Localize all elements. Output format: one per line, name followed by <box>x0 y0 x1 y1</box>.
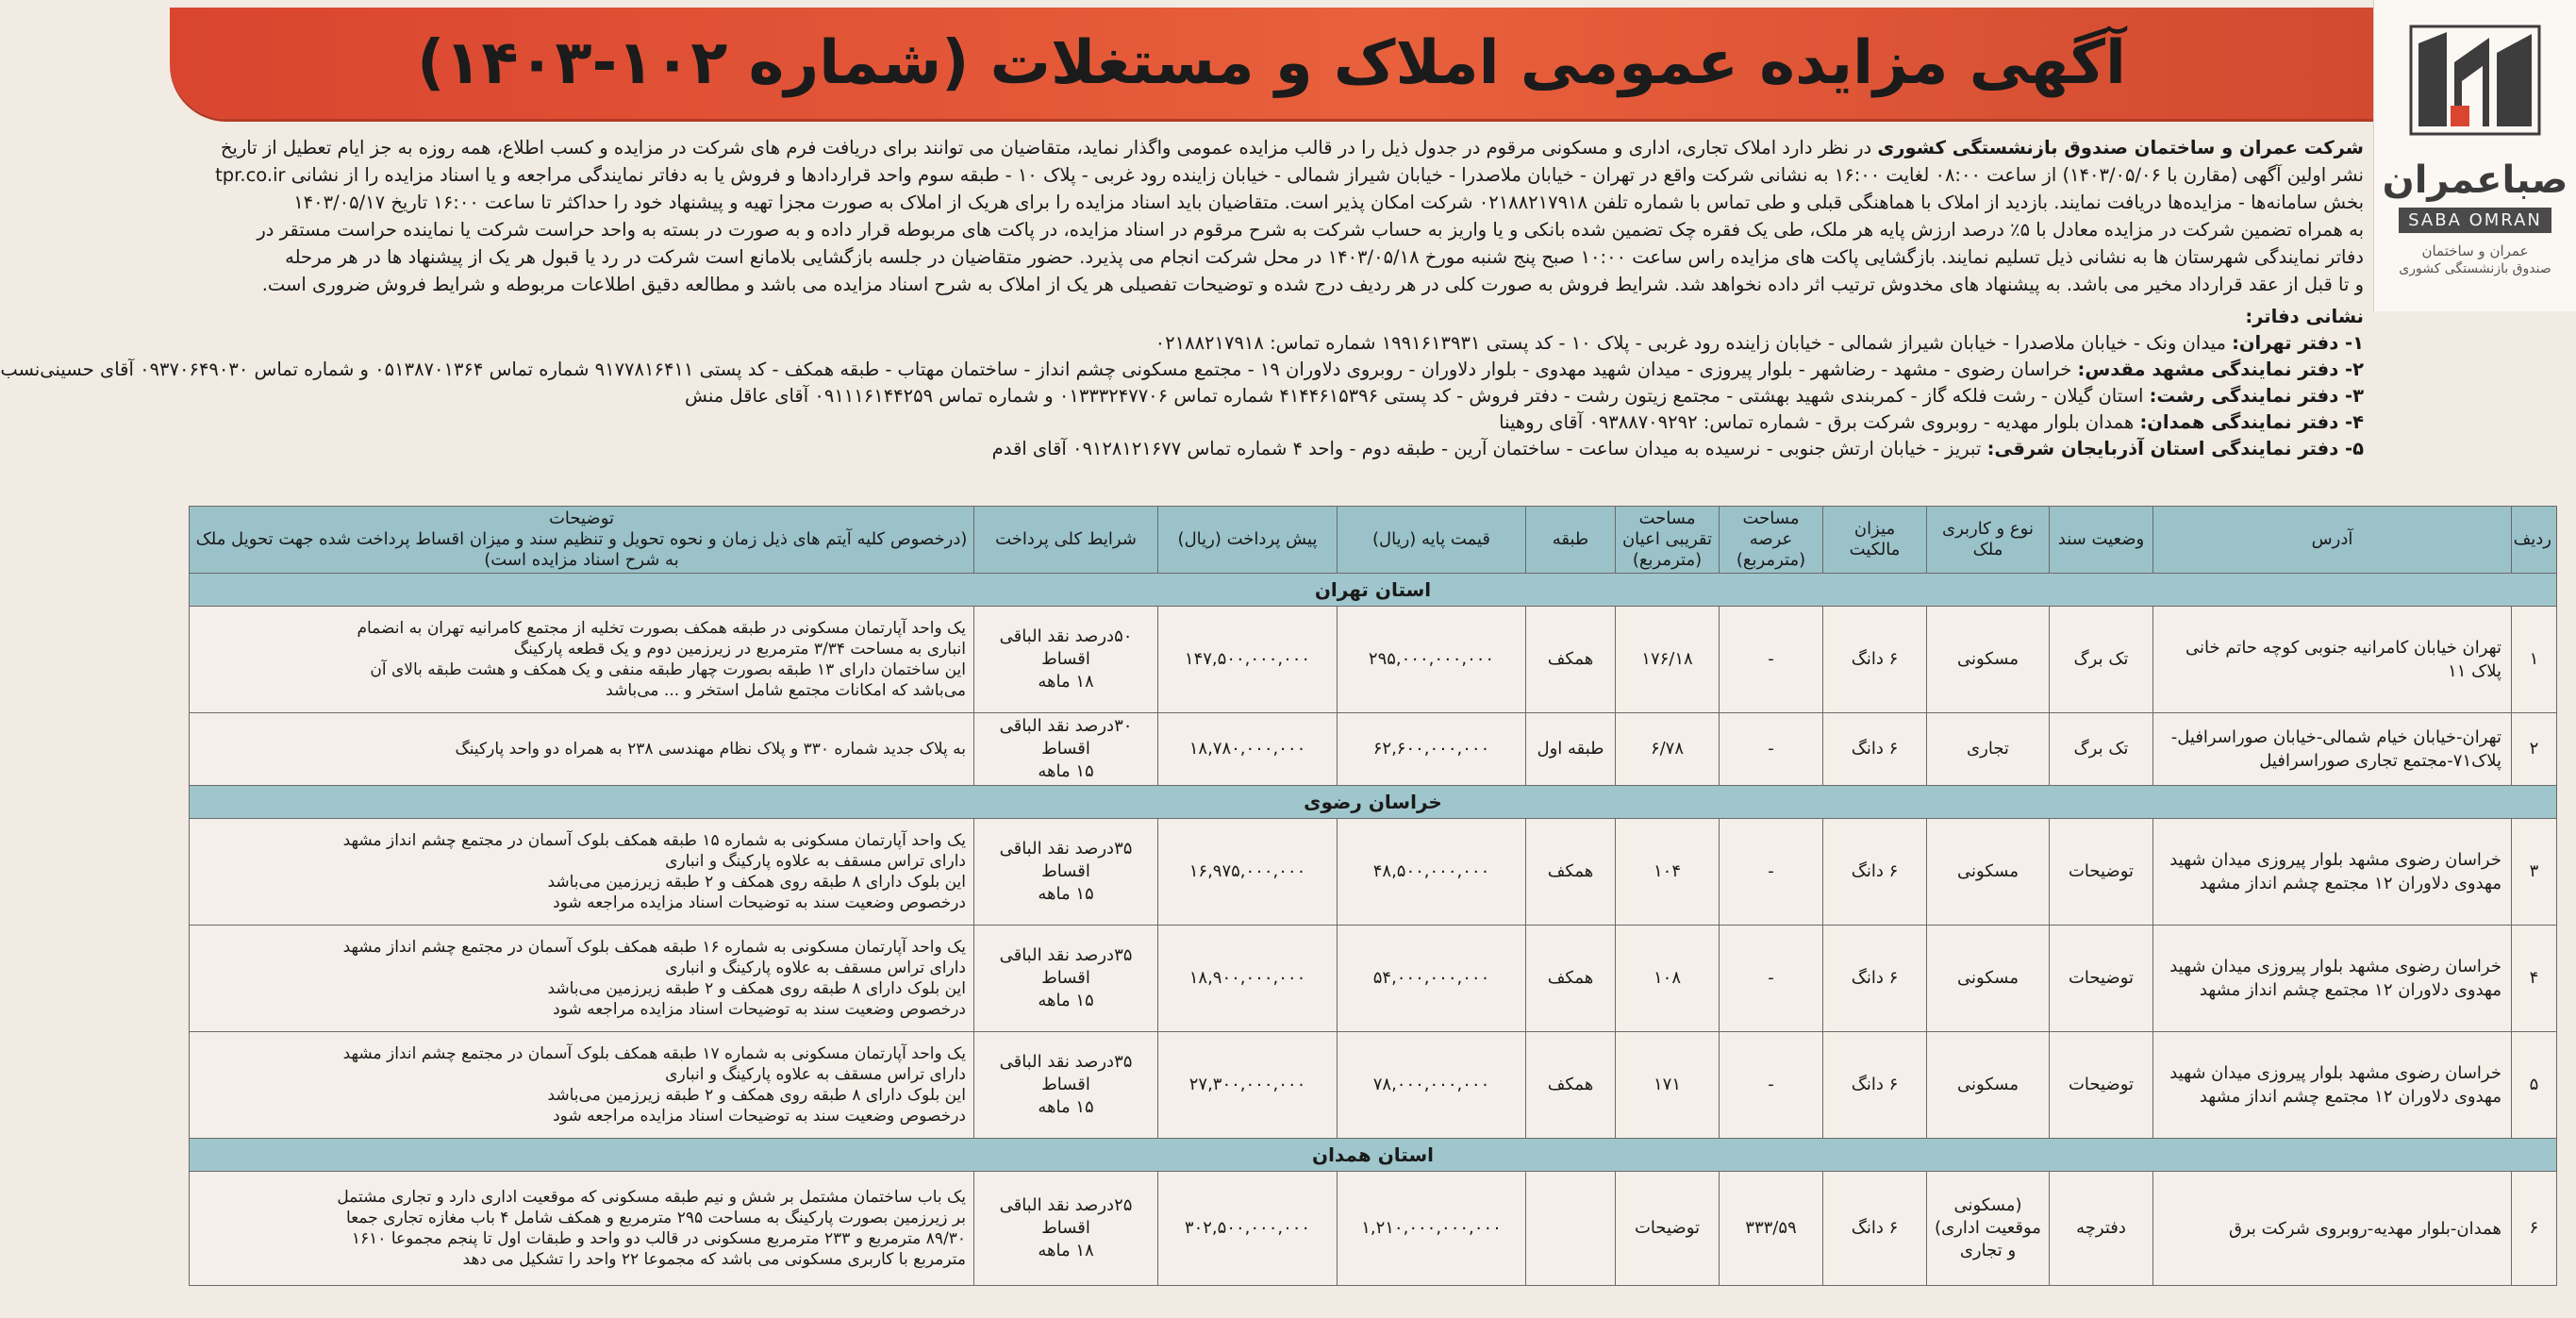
prepayment-cell: ۱۶,۹۷۵,۰۰۰,۰۰۰ <box>1158 819 1338 926</box>
notes-cell <box>190 713 974 786</box>
notes-cell <box>190 607 974 713</box>
page-title: آگهی مزایده عمومی املاک و مستغلات (شماره ۱۰۲-۱۴۰۳) <box>417 28 2126 98</box>
floor-cell <box>1526 1172 1616 1286</box>
notes-cell <box>190 926 974 1032</box>
addresses-title: نشانی دفاتر: <box>2245 306 2364 327</box>
doc-status-cell: توضیحات <box>2050 1032 2153 1139</box>
prepayment-cell: ۲۷,۳۰۰,۰۰۰,۰۰۰ <box>1158 1032 1338 1139</box>
payment-terms-line: ۳۵درصد نقد الباقی اقساط <box>999 945 1133 988</box>
floor-cell: همکف <box>1526 1032 1616 1139</box>
property-type-cell: مسکونی <box>1927 926 2050 1032</box>
address-item <box>194 383 2364 409</box>
floor-cell: همکف <box>1526 607 1616 713</box>
address-cell: خراسان رضوی مشهد بلوار پیروزی میدان شهید مهدوی دلاوران ۱۲ مجتمع چشم انداز مشهد <box>2153 819 2512 926</box>
payment-terms-cell <box>974 1172 1158 1286</box>
table-row <box>190 607 2557 713</box>
payment-terms-line: ۲۵درصد نقد الباقی اقساط <box>999 1195 1133 1238</box>
intro-text-4: به همراه تضمین شرکت در مزایده معادل با ۵٪ درصد ارزش پایه هر ملک، طی یک فقره چک تضمین شده بانکی و یا واریز به حساب شرکت به شرح مرقوم در اسناد مزایده، در پاکت های مربوطه قرار داده و به صورت در بسته به واحد حراست شرکت یا نماینده حراست مستقر در <box>257 219 2364 241</box>
building-area-cell: ۱۰۸ <box>1616 926 1720 1032</box>
base-price-cell: ۴۸,۵۰۰,۰۰۰,۰۰۰ <box>1338 819 1526 926</box>
table-row <box>190 819 2557 926</box>
property-type-cell: (مسکونی موقعیت اداری) و تجاری <box>1927 1172 2050 1286</box>
row-number: ۶ <box>2512 1172 2557 1286</box>
payment-terms-cell <box>974 713 1158 786</box>
intro-text-5: دفاتر نمایندگی شهرستان ها به نشانی ذیل تسلیم نمایند. بازگشایی پاکت های مزایده راس ساعت ۱۰:۰۰ صبح پنج شنبه مورخ ۱۴۰۳/۰۵/۱۸ در محل شرکت انجام می پذیرد. حضور متقاضیان در جلسه بازگشایی بلامانع است شرکت در رد یا قبول هر یک از پیشنهاد ها در هر مرحله <box>285 246 2364 268</box>
base-price-cell: ۶۲,۶۰۰,۰۰۰,۰۰۰ <box>1338 713 1526 786</box>
logo-subtitle-1: عمران و ساختمان <box>2421 242 2529 259</box>
notes-cell <box>190 1032 974 1139</box>
region-row <box>190 1139 2557 1172</box>
prepayment-cell: ۱۸,۹۰۰,۰۰۰,۰۰۰ <box>1158 926 1338 1032</box>
logo-mark-icon <box>2409 25 2541 136</box>
title-banner <box>170 8 2373 119</box>
payment-terms-line: ۳۰درصد نقد الباقی اقساط <box>999 716 1133 759</box>
address-label: ۱- دفتر تهران: <box>2232 332 2364 354</box>
header-prepayment: پیش پرداخت (ریال) <box>1158 507 1338 574</box>
header-doc-status: وضعیت سند <box>2050 507 2153 574</box>
payment-terms-line: ۱۸ ماهه <box>1038 1241 1094 1260</box>
address-cell: خراسان رضوی مشهد بلوار پیروزی میدان شهید مهدوی دلاوران ۱۲ مجتمع چشم انداز مشهد <box>2153 1032 2512 1139</box>
doc-status-cell: تک برگ <box>2050 607 2153 713</box>
header-ownership: میزان مالکیت <box>1823 507 1927 574</box>
notes-line: این ساختمان دارای ۱۳ طبقه بصورت چهار طبقه منفی و یک همکف و هشت طبقه بالای آن <box>370 660 966 679</box>
notes-cell <box>190 819 974 926</box>
table-body <box>190 574 2557 1286</box>
notes-line: به پلاک جدید شماره ۳۳۰ و پلاک نظام مهندسی ۲۳۸ به همراه دو واحد پارکینگ <box>455 740 966 759</box>
address-item <box>0 357 2364 383</box>
notes-line: دارای تراس مسقف به علاوه پارکینگ و انباری <box>665 959 966 977</box>
land-area-cell: - <box>1720 819 1823 926</box>
payment-terms-line: ۱۵ ماهه <box>1038 884 1094 904</box>
address-item <box>194 330 2364 357</box>
intro-lead: شرکت عمران و ساختمان صندوق بازنشستگی کشوری <box>1877 137 2364 158</box>
notes-cell <box>190 1172 974 1286</box>
address-text: استان گیلان - رشت فلکه گاز - کمربندی شهید بهشتی - مجتمع زیتون رشت - دفتر فروش - کد پستی ۴۱۴۴۶۱۵۳۹۶ شماره تماس ۰۱۳۳۳۲۴۷۷۰۶ و شماره تماس ۰۹۱۱۱۶۱۴۴۲۵۹ آقای عاقل منش <box>684 385 2144 407</box>
payment-terms-cell <box>974 607 1158 713</box>
notes-line: انباری به مساحت ۳/۳۴ مترمربع در زیرزمین دوم و یک قطعه پارکینگ <box>513 640 966 659</box>
notes-line: یک باب ساختمان مشتمل بر شش و نیم طبقه مسکونی که موقعیت اداری دارد و تجاری مشتمل <box>337 1188 966 1207</box>
building-area-cell: ۱۷۱ <box>1616 1032 1720 1139</box>
payment-terms-line: ۱۵ ماهه <box>1038 761 1094 781</box>
header-payment-terms: شرایط کلی پرداخت <box>974 507 1158 574</box>
doc-status-cell: توضیحات <box>2050 926 2153 1032</box>
header-notes-title: توضیحات <box>548 509 615 528</box>
property-type-cell: تجاری <box>1927 713 2050 786</box>
payment-terms-line: ۱۵ ماهه <box>1038 1097 1094 1117</box>
header-building-area: مساحت تقریبی اعیان (مترمربع) <box>1616 507 1720 574</box>
table-header-row <box>190 507 2557 574</box>
intro-text-1: در نظر دارد املاک تجاری، اداری و مسکونی مرقوم در جدول ذیل را در قالب مزایده عمومی واگذار نماید، متقاضیان می توانند برای دریافت فرم های شرکت در مزایده و کسب اطلاع، همه روزه به جز ایام تعطیل از تاریخ <box>220 137 1872 158</box>
notes-line: دارای تراس مسقف به علاوه پارکینگ و انباری <box>665 1065 966 1084</box>
auction-table <box>189 506 2557 1286</box>
ownership-cell: ۶ دانگ <box>1823 1032 1927 1139</box>
intro-text-3: بخش سامانه‌ها - مزایده‌ها دریافت نمایند. بازدید از املاک با هماهنگی قبلی و طی تماس با شماره تلفن ۰۲۱۸۸۲۱۷۹۱۸ شرکت امکان پذیر است. متقاضیان باید اسناد مزایده را برای هریک از املاک به صورت مجزا تهیه و پیشنهاد خود را حداکثر تا ساعت ۱۶:۰۰ تاریخ ۱۴۰۳/۰۵/۱۷ <box>293 192 2364 213</box>
address-label: ۴- دفتر نمایندگی همدان: <box>2139 411 2364 433</box>
row-number: ۱ <box>2512 607 2557 713</box>
address-label: ۳- دفتر نمایندگی رشت: <box>2149 385 2364 407</box>
ownership-cell: ۶ دانگ <box>1823 713 1927 786</box>
notes-line: می‌باشد که امکانات مجتمع شامل استخر و ... می‌باشد <box>606 681 966 700</box>
logo-subtitle-2: صندوق بازنشستگی کشوری <box>2399 261 2551 276</box>
notes-line: این بلوک دارای ۸ طبقه روی همکف و ۲ طبقه زیرزمین می‌باشد <box>547 1086 966 1105</box>
property-type-cell: مسکونی <box>1927 1032 2050 1139</box>
notes-line: این بلوک دارای ۸ طبقه روی همکف و ۲ طبقه زیرزمین می‌باشد <box>547 873 966 892</box>
base-price-cell: ۷۸,۰۰۰,۰۰۰,۰۰۰ <box>1338 1032 1526 1139</box>
address-cell: تهران خیابان کامرانیه جنوبی کوچه حاتم خانی پلاک ۱۱ <box>2153 607 2512 713</box>
address-text: خراسان رضوی - مشهد - رضاشهر - بلوار پیروزی - میدان شهید مهدوی - بلوار دلاوران - روبروی دلاوران ۱۹ - مجتمع مسکونی چشم انداز - ساختمان مهتاب - طبقه همکف - کد پستی ۹۱۷۷۸۱۶۴۱۱ شماره تماس ۰۵۱۳۸۷۰۱۳۶۴ و شماره تماس ۰۹۳۷۰۶۴۹۰۳۰ آقای حسینی‌نسب <box>0 359 2072 380</box>
company-logo <box>2373 0 2576 311</box>
notes-line: ۸۹/۳۰ مترمربع و ۲۳۳ مترمربع مسکونی در قالب دو واحد و طبقات اول تا پنجم مجموعا ۱۶۱۰ <box>351 1229 966 1248</box>
prepayment-cell: ۱۴۷,۵۰۰,۰۰۰,۰۰۰ <box>1158 607 1338 713</box>
table-row <box>190 926 2557 1032</box>
prepayment-cell: ۳۰۲,۵۰۰,۰۰۰,۰۰۰ <box>1158 1172 1338 1286</box>
address-text: همدان بلوار مهدیه - روبروی شرکت برق - شماره تماس: ۰۹۳۸۸۷۰۹۲۹۲ آقای روهینا <box>1499 411 2135 433</box>
header-row-number: ردیف <box>2512 507 2557 574</box>
table-row <box>190 1172 2557 1286</box>
notes-line: یک واحد آپارتمان مسکونی به شماره ۱۶ طبقه همکف بلوک آسمان در مجتمع چشم انداز مشهد <box>342 938 966 957</box>
building-area-cell: ۶/۷۸ <box>1616 713 1720 786</box>
base-price-cell: ۱,۲۱۰,۰۰۰,۰۰۰,۰۰۰ <box>1338 1172 1526 1286</box>
region-title: استان تهران <box>190 574 2557 607</box>
header-notes-subtitle: (درخصوص کلیه آیتم های ذیل زمان و نحوه تحویل و تنظیم سند و میزان اقساط پرداخت شده جهت تحویل ملک به شرح اسناد مزایده است) <box>195 529 968 570</box>
land-area-cell: - <box>1720 926 1823 1032</box>
floor-cell: همکف <box>1526 819 1616 926</box>
notes-line: یک واحد آپارتمان مسکونی در طبقه همکف بصورت تخلیه از مجتمع کامرانیه تهران به انضمام <box>357 619 966 638</box>
row-number: ۲ <box>2512 713 2557 786</box>
payment-terms-line: ۳۵درصد نقد الباقی اقساط <box>999 839 1133 881</box>
notes-line: درخصوص وضعیت سند به توضیحات اسناد مزایده مراجعه شود <box>553 1107 966 1126</box>
row-number: ۳ <box>2512 819 2557 926</box>
address-cell: همدان-بلوار مهدیه-روبروی شرکت برق <box>2153 1172 2512 1286</box>
notes-line: درخصوص وضعیت سند به توضیحات اسناد مزایده مراجعه شود <box>553 1000 966 1019</box>
intro-paragraph <box>194 134 2364 298</box>
prepayment-cell: ۱۸,۷۸۰,۰۰۰,۰۰۰ <box>1158 713 1338 786</box>
region-row <box>190 786 2557 819</box>
notes-line: مترمربع با کاربری مسکونی می باشد که مجموعا ۲۲ واحد را تشکیل می دهد <box>462 1250 966 1269</box>
notes-line: یک واحد آپارتمان مسکونی به شماره ۱۵ طبقه همکف بلوک آسمان در مجتمع چشم انداز مشهد <box>342 831 966 850</box>
address-cell: تهران-خیابان خیام شمالی-خیابان صوراسرافیل-پلاک۷۱-مجتمع تجاری صوراسرافیل <box>2153 713 2512 786</box>
building-area-cell: ۱۷۶/۱۸ <box>1616 607 1720 713</box>
row-number: ۵ <box>2512 1032 2557 1139</box>
address-text: تبریز - خیابان ارتش جنوبی - نرسیده به میدان ساعت - ساختمان آرین - طبقه دوم - واحد ۴ شماره تماس ۰۹۱۲۸۱۲۱۶۷۷ آقای اقدم <box>991 438 1982 459</box>
header-land-area: مساحت عرصه (مترمربع) <box>1720 507 1823 574</box>
address-item <box>194 409 2364 436</box>
ownership-cell: ۶ دانگ <box>1823 1172 1927 1286</box>
header-base-price: قیمت پایه (ریال) <box>1338 507 1526 574</box>
property-type-cell: مسکونی <box>1927 819 2050 926</box>
payment-terms-line: ۱۸ ماهه <box>1038 672 1094 692</box>
table-row <box>190 1032 2557 1139</box>
doc-status-cell: دفترچه <box>2050 1172 2153 1286</box>
building-area-cell: ۱۰۴ <box>1616 819 1720 926</box>
base-price-cell: ۲۹۵,۰۰۰,۰۰۰,۰۰۰ <box>1338 607 1526 713</box>
notes-line: یک واحد آپارتمان مسکونی به شماره ۱۷ طبقه همکف بلوک آسمان در مجتمع چشم انداز مشهد <box>342 1044 966 1063</box>
logo-text-fa: صباعمران <box>2382 158 2568 202</box>
land-area-cell: - <box>1720 713 1823 786</box>
intro-text-2: نشر اولین آگهی (مقارن با ۱۴۰۳/۰۵/۰۶) از ساعت ۰۸:۰۰ لغایت ۱۶:۰۰ به نشانی شرکت واقع در تهران - خیابان ملاصدرا - خیابان شیراز شمالی - خیابان زاینده رود غربی - پلاک ۱۰ - طبقه سوم واحد قراردادها و فروش یا به دفاتر نمایندگی مراجعه و یا اسناد مزایده را از نشانی tpr.co.ir <box>215 164 2364 186</box>
header-floor: طبقه <box>1526 507 1616 574</box>
region-title: خراسان رضوی <box>190 786 2557 819</box>
logo-text-en: SABA OMRAN <box>2399 208 2551 233</box>
header-notes <box>190 507 974 574</box>
notes-line: درخصوص وضعیت سند به توضیحات اسناد مزایده مراجعه شود <box>553 893 966 912</box>
floor-cell: طبقه اول <box>1526 713 1616 786</box>
auction-table-wrap <box>189 506 2557 1286</box>
notes-line: این بلوک دارای ۸ طبقه روی همکف و ۲ طبقه زیرزمین می‌باشد <box>547 979 966 998</box>
floor-cell: همکف <box>1526 926 1616 1032</box>
table-row <box>190 713 2557 786</box>
office-addresses <box>0 304 2364 462</box>
base-price-cell: ۵۴,۰۰۰,۰۰۰,۰۰۰ <box>1338 926 1526 1032</box>
address-item <box>194 436 2364 462</box>
intro-text-6: و تا قبل از عقد قرارداد مخیر می باشد. به پیشنهاد های مخدوش ترتیب اثر داده نخواهد شد. شرایط فروش به صورت کلی در هر ردیف درج شده و توضیحات تفصیلی هر یک از املاک به شرح اسناد مزایده می باشد و مطالعه دقیق اطلاعات مربوطه و شرایط فروش ضروری است. <box>261 274 2364 295</box>
header-property-type: نوع و کاربری ملک <box>1927 507 2050 574</box>
address-label: ۲- دفتر نمایندگی مشهد مقدس: <box>2077 359 2364 380</box>
payment-terms-line: ۱۵ ماهه <box>1038 991 1094 1010</box>
land-area-cell: - <box>1720 1032 1823 1139</box>
payment-terms-cell <box>974 926 1158 1032</box>
intro-line-1 <box>194 134 2364 161</box>
land-area-cell: ۳۳۳/۵۹ <box>1720 1172 1823 1286</box>
payment-terms-cell <box>974 1032 1158 1139</box>
payment-terms-line: ۳۵درصد نقد الباقی اقساط <box>999 1052 1133 1094</box>
ownership-cell: ۶ دانگ <box>1823 926 1927 1032</box>
land-area-cell: - <box>1720 607 1823 713</box>
row-number: ۴ <box>2512 926 2557 1032</box>
property-type-cell: مسکونی <box>1927 607 2050 713</box>
address-text: میدان ونک - خیابان ملاصدرا - خیابان شیراز شمالی - خیابان زاینده رود غربی - پلاک ۱۰ - کد پستی ۱۹۹۱۶۱۳۹۳۱ شماره تماس: ۰۲۱۸۸۲۱۷۹۱۸ <box>1155 332 2226 354</box>
address-cell: خراسان رضوی مشهد بلوار پیروزی میدان شهید مهدوی دلاوران ۱۲ مجتمع چشم انداز مشهد <box>2153 926 2512 1032</box>
ownership-cell: ۶ دانگ <box>1823 607 1927 713</box>
payment-terms-line: ۵۰درصد نقد الباقی اقساط <box>999 626 1133 669</box>
region-row <box>190 574 2557 607</box>
doc-status-cell: تک برگ <box>2050 713 2153 786</box>
notes-line: دارای تراس مسقف به علاوه پارکینگ و انباری <box>665 852 966 871</box>
header-address: آدرس <box>2153 507 2512 574</box>
payment-terms-cell <box>974 819 1158 926</box>
ownership-cell: ۶ دانگ <box>1823 819 1927 926</box>
building-area-cell: توضیحات <box>1616 1172 1720 1286</box>
notes-line: بر زیرزمین بصورت پارکینگ به مساحت ۲۹۵ مترمربع و همکف شامل ۴ باب مغازه تجاری جمعا <box>345 1209 966 1227</box>
address-label: ۵- دفتر نمایندگی استان آذربایجان شرقی: <box>1986 438 2364 459</box>
region-title: استان همدان <box>190 1139 2557 1172</box>
doc-status-cell: توضیحات <box>2050 819 2153 926</box>
